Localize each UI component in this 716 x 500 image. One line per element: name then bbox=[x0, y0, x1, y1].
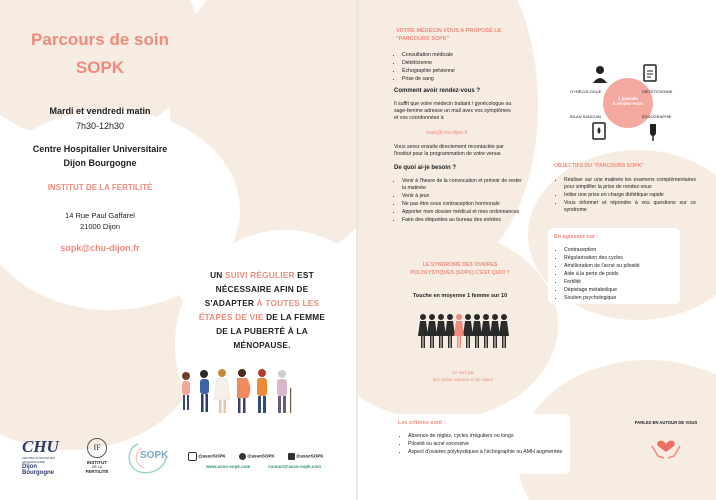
right-panel bbox=[358, 0, 716, 500]
list-item: • Échographie pelvienne bbox=[402, 68, 542, 75]
rdv-text: Il suffit que votre médecin traitant / gynécologue ou sage-femme adresse un mail avec vos symptômes et vos coordonnées à bbox=[394, 101, 512, 122]
label-blood-test: BILAN SANGUIN bbox=[570, 114, 601, 119]
chu-logo-sub: Dijon Bourgogne bbox=[22, 464, 54, 476]
needs-title: De quoi ai-je besoin ? bbox=[394, 165, 457, 171]
hospital-city: Dijon Bourgogne bbox=[63, 158, 137, 168]
contact-email[interactable]: sopk@chu-dijon.fr bbox=[60, 243, 140, 253]
one-in-ten-women-illustration bbox=[418, 312, 512, 350]
list-item: • Amélioration de l'acné ou pilosité bbox=[564, 263, 682, 270]
rdv-title: Comment avoir rendez-vous ? bbox=[394, 88, 481, 94]
linkedin-icon bbox=[288, 453, 295, 460]
page-title: Parcours de soin bbox=[31, 30, 169, 49]
list-item: • Réaliser sur une matinée les examens complémentaires pour simplifier la prise de rendez-vous bbox=[564, 177, 696, 191]
list-item: • Prise de sang bbox=[402, 76, 542, 83]
facebook-handle[interactable]: @assoSOPK bbox=[247, 453, 275, 459]
if-logo-text: FERTILITÉ bbox=[85, 469, 109, 474]
message-text: MÉNOPAUSE. bbox=[233, 340, 291, 350]
message-block bbox=[188, 268, 336, 352]
stakes-title: En agissant sur : bbox=[554, 234, 599, 240]
left-panel bbox=[0, 0, 356, 500]
label-dietitian: DIÉTÉTICIENNE bbox=[642, 89, 673, 94]
talk-about-it: PARLEZ-EN AUTOUR DE VOUS bbox=[634, 420, 698, 425]
blood-test-icon bbox=[590, 121, 608, 141]
syndrome-stat: Touche en moyenne 1 femme sur 10 bbox=[412, 293, 508, 299]
address-street: 14 Rue Paul Gaffarel bbox=[65, 211, 135, 220]
appointments-circle bbox=[603, 78, 653, 128]
teen-figure bbox=[200, 370, 209, 412]
instagram-icon bbox=[188, 452, 197, 461]
message-highlight: À TOUTES LES bbox=[256, 298, 320, 308]
proposal-title: VOTRE MÉDECIN VOUS A PROPOSÉ LE "PARCOURS SOPK" bbox=[396, 28, 502, 42]
syndrome-note: des cycles ovariens et de nature bbox=[432, 377, 494, 382]
woman-figure-2 bbox=[257, 369, 267, 413]
facebook-icon bbox=[239, 453, 246, 460]
page-subtitle: SOPK bbox=[75, 58, 125, 77]
senior-figure bbox=[277, 370, 291, 413]
girl-figure bbox=[182, 372, 190, 410]
list-item: • Faire des étiquettes au bureau des entrées bbox=[402, 217, 527, 224]
address-city: 21000 Dijon bbox=[79, 222, 121, 231]
chu-logo-tiny: CENTRE HOSPITALIER UNIVERSITAIRE bbox=[22, 456, 55, 464]
list-item: • Aspect d'ovaires polykystiques à l'échographie ou AMH augmentée bbox=[408, 449, 574, 456]
message-text: EST bbox=[294, 270, 314, 280]
list-item: • Vous informer et répondre à vos questions sur ce syndrome bbox=[564, 200, 696, 214]
list-item: • Ne pas être sous contraception hormonale bbox=[402, 201, 527, 208]
list-item: • Initier une prise en charge diététique rapide bbox=[564, 192, 696, 199]
doctor-icon bbox=[590, 64, 610, 84]
rdv-email[interactable]: sopk@chu-dijon.fr bbox=[426, 130, 468, 136]
proposal-list bbox=[392, 52, 542, 84]
stakes-card bbox=[548, 228, 680, 304]
social-links bbox=[188, 452, 338, 461]
highlighted-woman bbox=[454, 314, 464, 348]
chu-logo-mark: CHU bbox=[22, 437, 59, 456]
hands-heart-icon bbox=[650, 432, 682, 462]
sopk-logo-mark: SOPK bbox=[140, 450, 169, 461]
list-item: • Apporter mon dossier médical et mes ordonnances bbox=[402, 209, 527, 216]
ultrasound-icon bbox=[644, 122, 662, 142]
list-item: • Absence de règles, cycles irréguliers ou longs bbox=[408, 433, 574, 440]
list-item: • Aide à la perte de poids bbox=[564, 271, 682, 278]
institute-name: INSTITUT DE LA FERTILITÉ bbox=[47, 183, 153, 192]
syndrome-title: LE SYNDROME DES OVAIRES bbox=[422, 262, 498, 268]
sopk-logo bbox=[124, 438, 174, 482]
if-logo-text: INSTITUT bbox=[86, 460, 108, 465]
linkedin-handle[interactable]: @assoSOPK bbox=[296, 453, 324, 459]
if-logo-text: DE LA bbox=[91, 465, 103, 469]
schedule-days: Mardi et vendredi matin bbox=[49, 106, 151, 116]
circle-text: 1 journée bbox=[617, 96, 638, 101]
needs-list bbox=[392, 178, 527, 225]
objectives-title: OBJECTIFS DU "PARCOURS SOPK" bbox=[554, 163, 644, 169]
instagram-handle[interactable]: @assoSOPK bbox=[198, 453, 226, 459]
list-item: • Soutien psychologique bbox=[564, 295, 682, 302]
circle-text: 4 rendez-vous bbox=[612, 101, 644, 106]
message-highlight: SUIVI RÉGULIER bbox=[224, 270, 295, 280]
clipboard-icon bbox=[640, 63, 660, 83]
syndrome-note: Ce sont par bbox=[452, 370, 474, 375]
chu-logo bbox=[22, 438, 70, 478]
stakes-list bbox=[554, 247, 682, 303]
list-item: • Diététicienne bbox=[402, 60, 542, 67]
if-logo-mark: IF bbox=[87, 438, 107, 458]
if-logo bbox=[80, 438, 114, 482]
message-text: DE LA PUBERTÉ À LA bbox=[216, 326, 308, 336]
list-item: • Fertilité bbox=[564, 279, 682, 286]
criteria-card bbox=[392, 414, 570, 474]
list-item: • Venir à l'heure de la convocation et prévoir de rester la matinée bbox=[402, 178, 527, 192]
website-link[interactable]: www.asso-sopk.com bbox=[206, 464, 251, 469]
schedule-hours: 7h30-12h30 bbox=[75, 121, 125, 131]
criteria-title: Les critères sont : bbox=[398, 420, 446, 426]
label-ultrasound: ÉCHOGRAPHIE bbox=[642, 114, 672, 119]
pregnant-figure bbox=[237, 369, 250, 413]
rdv-contact-text: Vous serez ensuite directement recontactée par l'institut pour la programmation de votre venue. bbox=[394, 144, 504, 158]
syndrome-title: POLYKYSTIQUES (SOPK) C'EST QUOI ? bbox=[410, 270, 510, 276]
message-text: UN bbox=[210, 270, 225, 280]
woman-figure bbox=[214, 369, 230, 413]
list-item: • Régularisation des cycles bbox=[564, 255, 682, 262]
criteria-list bbox=[398, 433, 574, 457]
list-item: • Contraception bbox=[564, 247, 682, 254]
women-life-stages-illustration bbox=[176, 366, 326, 418]
contact-link[interactable]: contact@asso-sopk.com bbox=[268, 464, 322, 469]
list-item: • Consultation médicale bbox=[402, 52, 542, 59]
message-text: NÉCESSAIRE AFIN DE bbox=[215, 284, 309, 294]
list-item: • Venir à jeun bbox=[402, 193, 527, 200]
message-highlight: ÉTAPES DE VIE bbox=[198, 312, 264, 322]
label-gynecologist: GYNÉCOLOGUE bbox=[570, 89, 602, 94]
message-text: DE LA FEMME bbox=[263, 312, 326, 322]
message-text: S'ADAPTER bbox=[204, 298, 257, 308]
objectives-list bbox=[554, 177, 696, 215]
list-item: • Dépistage métabolique bbox=[564, 287, 682, 294]
hospital-name: Centre Hospitalier Universitaire bbox=[32, 144, 168, 154]
list-item: • Pilosité ou acné excessive bbox=[408, 441, 574, 448]
